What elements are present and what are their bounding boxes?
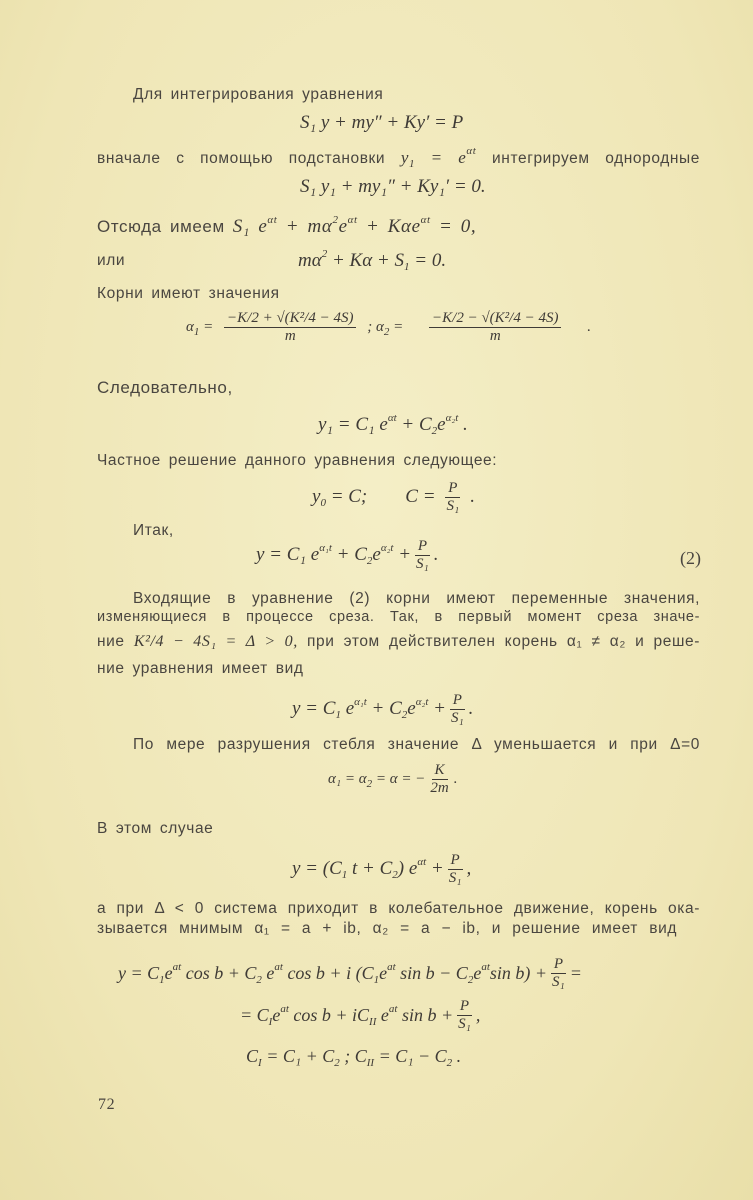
fraction [215,310,365,344]
text-line: ние уравнения имеет вид [97,660,304,677]
text-line [97,216,476,238]
inline-math: K²/4 − 4S₁ = Δ > 0, [133,633,298,650]
denominator: S₁ [446,497,460,514]
numerator: K [432,762,448,780]
equation: $y = (C_1$ $t + C_2$) $e^{\alpha t}$ + $\frac{P}{\text{S₁}}$ , [292,852,472,886]
text-line: изменяющиеся в процессе среза. Так, в первый момент среза значе- [97,609,700,625]
equation [118,956,582,990]
text-line: или [97,252,126,269]
equation-number: (2) [680,548,701,568]
text-fragment: вначале с помощью подстановки [97,150,386,167]
numerator: P [445,480,460,498]
equation: $y_0 = C$; C = $\frac{P}{\text{S₁}}$ . [312,480,475,514]
text-line: Следовательно, [97,378,233,397]
math-part: $\alpha_1 = \alpha_2 = \alpha$ = − [328,770,426,790]
text-fragment: Отсюда имеем [97,217,225,236]
numerator: −K/2 − √(K²/4 − 4S) [429,310,561,328]
text-line: По мере разрушения стебля значение Δ уменьшается и при Δ=0 [133,736,700,753]
fraction [549,956,568,990]
numerator: P [457,998,472,1016]
math-part: y = C₁ $e^{\alpha_1t} + C_2e^{\alpha_2t}$ + [256,542,412,567]
math-part: = $C_Ie^{at}$ $\cos b + iC_{II}$ $e^{at}$ sin b + [240,1002,454,1028]
fraction [446,852,465,886]
math-part: $y = C_1e^{at}$ $\cos b + C_2$ $e^{at}$ cos b + i ($C_1e^{at}$ $\sin b - C_2e^{at}\sin$ b) + [118,960,548,986]
text-line: Для интегрирования уравнения [133,86,384,103]
math-part: $y = (C_1$ $t + C_2$) $e^{\alpha t}$ + [292,856,444,881]
denominator: S₁ [416,555,429,572]
fraction [448,692,467,726]
fraction [455,998,474,1032]
math-part: , [475,1004,481,1025]
math-label: $\alpha_1$ = [186,318,214,338]
text-line: Частное решение данного уравнения следующее: [97,452,498,469]
math-part: C = [405,486,436,507]
denominator: m [284,327,296,344]
numerator: P [450,692,465,710]
math-part: $y_0 = C$; [312,486,368,509]
inline-math: S₁ $e^{\alpha t} + m\alpha^2e^{\alpha t} + K\alpha e^{\alpha t} = 0$, [232,214,477,237]
equation: $\alpha_1 = \alpha_2 = \alpha$ = − $\frac{K}{2m}$ . [328,762,458,796]
math-part: = [569,962,582,983]
denominator: m [489,327,501,344]
equation: $y = C_1$ $e^{\alpha_1t} + C_2e^{\alpha_2t}$ + $\frac{P}{\text{S₁}}$ . [292,692,474,726]
denominator: S₁ [450,709,464,726]
numerator: P [448,852,463,870]
equation: $m\alpha^2 + K\alpha + S_1 = 0$. [298,248,447,273]
math-label: ; $\alpha_2$ = [367,318,404,338]
fraction [413,538,432,572]
text-line: а при Δ < 0 система приходит в колебательное движение, корень ока- [97,900,700,917]
denominator: 2m [430,779,449,796]
text-line [97,633,700,651]
text-line: Корни имеют значения [97,285,280,302]
equation: S₁ y₁ + my₁″ + Ky₁′ = 0. [300,176,486,197]
page-number: 72 [98,1096,116,1113]
text-line: зывается мнимым α₁ = a + ib, α₂ = a − ib, и решение имеет вид [97,920,677,937]
text-line: Входящие в уравнение (2) корни имеют переменные значения, [133,590,700,607]
equation: y₁ = C₁ $e^{\alpha t} + C_2e^{\alpha_2t}$ . [318,412,468,437]
text-line: Итак, [133,522,174,539]
fraction [405,310,585,344]
fraction [427,762,451,796]
equation: y = C₁ $e^{\alpha_1t} + C_2e^{\alpha_2t}$ + $\frac{P}{\text{S₁}}$ . [256,538,439,572]
numerator: P [415,538,430,556]
text-fragment: при этом действителен корень α₁ ≠ α₂ и реше- [307,633,700,650]
text-line [97,145,700,170]
math-part: $y = C_1$ $e^{\alpha_1t} + C_2e^{\alpha_2t}$ + [292,696,446,721]
numerator: −K/2 + √(K²/4 − 4S) [224,310,356,328]
denominator: S₁ [458,1015,471,1032]
inline-math: $y_1 = e^{\alpha t}$ [400,145,477,170]
equation [240,998,480,1032]
denominator: S₁ [448,869,462,886]
equation: $C_I = C_1 + C_2$ ; $C_{II} = C_1 - C_2$ . [246,1046,462,1069]
numerator: P [551,956,566,974]
fraction [444,480,463,514]
text-fragment: ние [97,633,125,650]
denominator: S₁ [552,973,565,990]
text-fragment: интегрируем однородные [492,150,700,167]
equation: S₁ y + my″ + Ky′ = P [300,112,464,133]
roots-equation: $\alpha_1$ = $\frac{\text{−K/2 + √(K²/4 − 4S)}}{m}$ ; $\alpha_2$ = $\frac{\text{−K/2 − √(K²/4 − 4S)}}{m}$ . [186,310,591,344]
text-line: В этом случае [97,820,214,837]
